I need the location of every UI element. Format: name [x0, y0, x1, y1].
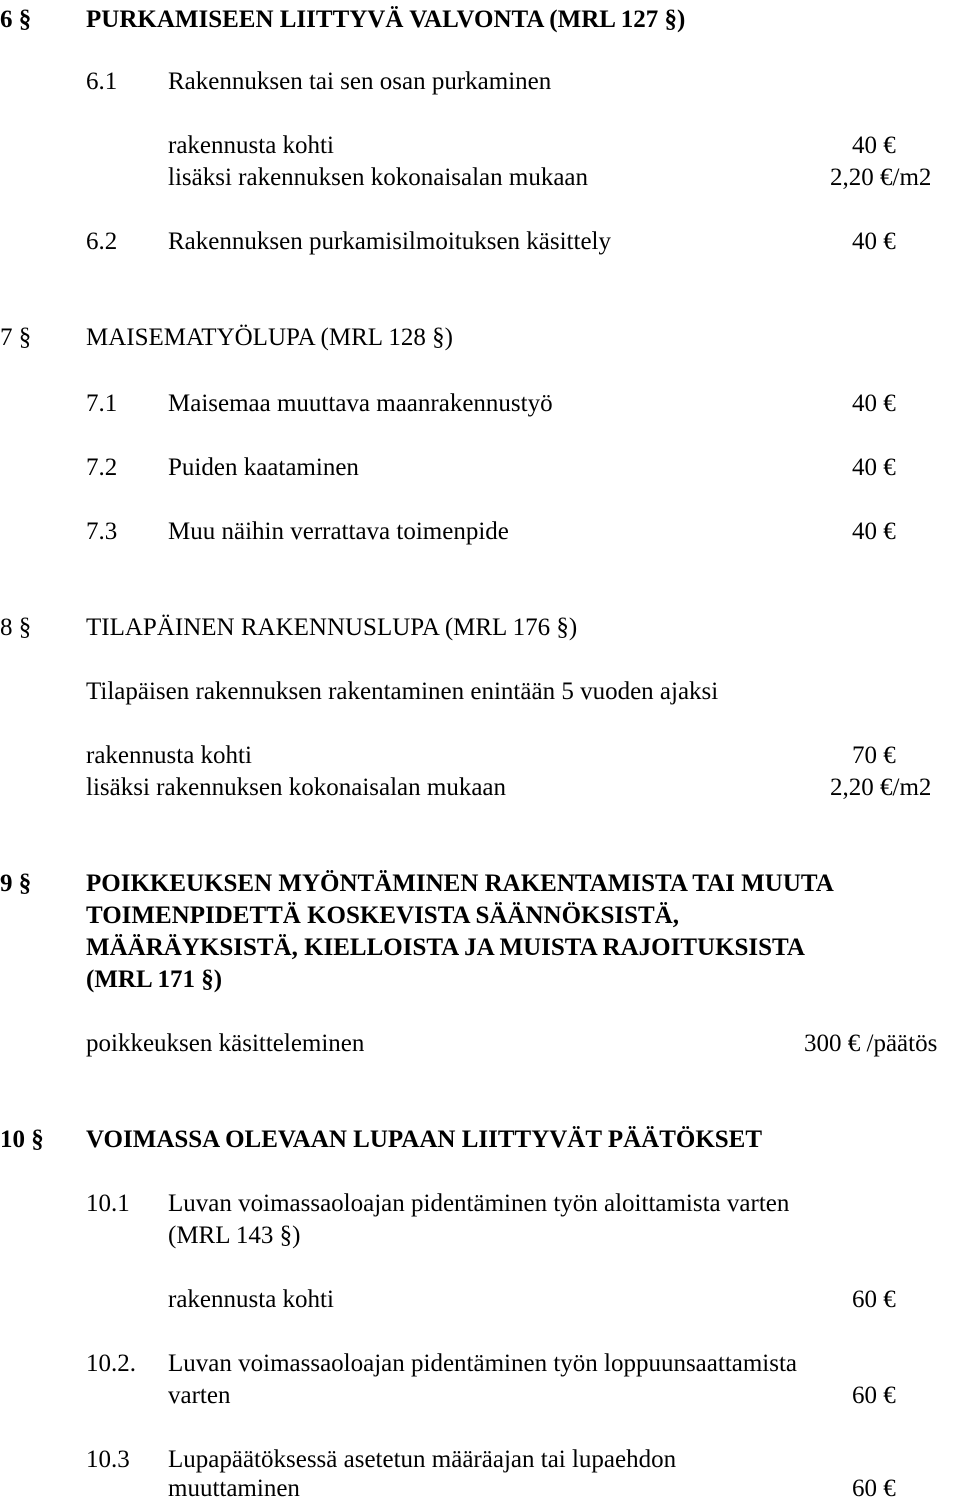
section-7-title: MAISEMATYÖLUPA (MRL 128 §)	[86, 324, 453, 351]
section-9-title-line-1: POIKKEUKSEN MYÖNTÄMINEN RAKENTAMISTA TAI MUUTA	[86, 870, 834, 897]
item-7-1-label: Maisemaa muuttava maanrakennustyö	[168, 390, 553, 417]
section-9-number: 9 §	[0, 870, 32, 897]
item-6-2-label: Rakennuksen purkamisilmoituksen käsittely	[168, 228, 611, 255]
section-9-title-line-4: (MRL 171 §)	[86, 966, 223, 993]
item-10-1-label-line-1: Luvan voimassaoloajan pidentäminen työn aloittamista varten	[168, 1190, 790, 1217]
item-10-2-value: 60 €	[852, 1382, 896, 1409]
item-7-3-label: Muu näihin verrattava toimenpide	[168, 518, 509, 545]
section-9-fee-value: 300 € /päätös	[804, 1030, 938, 1057]
item-10-3-label-line-2: muuttaminen	[168, 1475, 300, 1502]
item-6-1-area-value: 2,20 €/m2	[830, 164, 932, 191]
section-10-number: 10 §	[0, 1126, 44, 1153]
section-7-number: 7 §	[0, 324, 32, 351]
item-7-2-label: Puiden kaataminen	[168, 454, 359, 481]
item-7-1-code: 7.1	[86, 390, 118, 417]
item-10-2-code: 10.2.	[86, 1350, 136, 1377]
item-6-1-area-label: lisäksi rakennuksen kokonaisalan mukaan	[168, 164, 589, 191]
item-10-2-label-line-1: Luvan voimassaoloajan pidentäminen työn loppuunsaattamista	[168, 1350, 798, 1377]
item-6-2-code: 6.2	[86, 228, 118, 255]
section-8-area-value: 2,20 €/m2	[830, 774, 932, 801]
section-6-title: PURKAMISEEN LIITTYVÄ VALVONTA (MRL 127 §)	[86, 6, 686, 33]
item-10-3-code: 10.3	[86, 1446, 130, 1473]
item-6-2-value: 40 €	[852, 228, 896, 255]
item-6-1-label: Rakennuksen tai sen osan purkaminen	[168, 68, 552, 95]
item-10-3-label-line-1: Lupapäätöksessä asetetun määräajan tai lupaehdon	[168, 1446, 677, 1473]
item-10-1-code: 10.1	[86, 1190, 130, 1217]
section-6-number: 6 §	[0, 6, 32, 33]
section-9-title-line-3: MÄÄRÄYKSISTÄ, KIELLOISTA JA MUISTA RAJOITUKSISTA	[86, 934, 805, 961]
section-8-number: 8 §	[0, 614, 32, 641]
section-8-title: TILAPÄINEN RAKENNUSLUPA (MRL 176 §)	[86, 614, 578, 641]
section-9-title-line-2: TOIMENPIDETTÄ KOSKEVISTA SÄÄNNÖKSISTÄ,	[86, 902, 679, 929]
item-7-2-code: 7.2	[86, 454, 118, 481]
section-8-fee-value: 70 €	[852, 742, 896, 769]
item-10-3-value: 60 €	[852, 1475, 896, 1502]
item-6-1-fee-label: rakennusta kohti	[168, 132, 334, 159]
section-8-description: Tilapäisen rakennuksen rakentaminen enintään 5 vuoden ajaksi	[86, 678, 719, 705]
item-10-1-label-line-2: (MRL 143 §)	[168, 1222, 301, 1249]
section-8-fee-label: rakennusta kohti	[86, 742, 252, 769]
item-7-2-value: 40 €	[852, 454, 896, 481]
item-7-1-value: 40 €	[852, 390, 896, 417]
section-9-fee-label: poikkeuksen käsitteleminen	[86, 1030, 365, 1057]
item-10-1-fee-label: rakennusta kohti	[168, 1286, 334, 1313]
item-6-1-code: 6.1	[86, 68, 118, 95]
item-7-3-value: 40 €	[852, 518, 896, 545]
item-6-1-fee-value: 40 €	[852, 132, 896, 159]
section-10-title: VOIMASSA OLEVAAN LUPAAN LIITTYVÄT PÄÄTÖKSET	[86, 1126, 763, 1153]
section-8-area-label: lisäksi rakennuksen kokonaisalan mukaan	[86, 774, 507, 801]
item-10-1-fee-value: 60 €	[852, 1286, 896, 1313]
item-10-2-label-line-2: varten	[168, 1382, 231, 1409]
item-7-3-code: 7.3	[86, 518, 118, 545]
